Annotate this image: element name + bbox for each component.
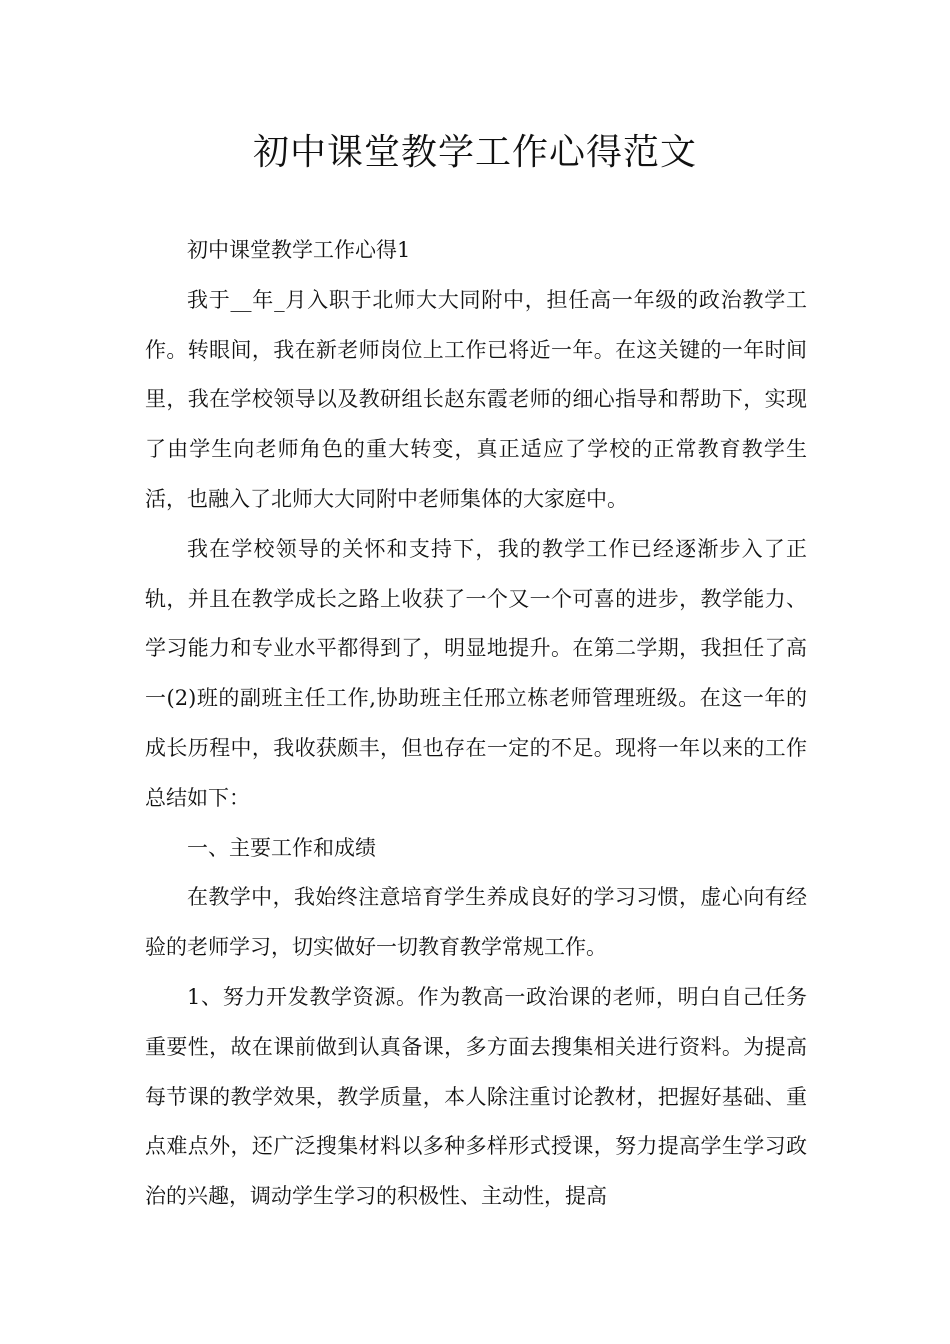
section-heading: 一、主要工作和成绩 bbox=[187, 835, 376, 860]
paragraph: 我于__年_月入职于北师大大同附中，担任高一年级的政治教学工作。转眼间，我在新老师岗位上工作已将近一年。在这关键的一年时间里，我在学校领导以及教研组长赵东霞老师的细心指导和帮助下，实现了由学生向老师角色的重大转变，真正适应了学校的正常教育教学生活，也融入了北师大大同附中老师集体的大家庭中。 bbox=[145, 287, 807, 511]
section-heading: 初中课堂教学工作心得1 bbox=[187, 238, 411, 262]
paragraph: 1、努力开发教学资源。作为教高一政治课的老师，明白自己任务重要性，故在课前做到认真备课，多方面去搜集相关进行资料。为提高每节课的教学效果，教学质量，本人除注重讨论教材，把握好基础、重点难点外，还广泛搜集材料以多种多样形式授课，努力提高学生学习政治的兴趣，调动学生学习的积极性、主动性，提高 bbox=[145, 984, 807, 1209]
paragraph: 我在学校领导的关怀和支持下，我的教学工作已经逐渐步入了正轨，并且在教学成长之路上收获了一个又一个可喜的进步，教学能力、学习能力和专业水平都得到了，明显地提升。在第二学期，我担任了高一(2)班的副班主任工作,协助班主任邢立栋老师管理班级。在这一年的成长历程中，我收获颇丰，但也存在一定的不足。现将一年以来的工作总结如下： bbox=[145, 536, 807, 810]
document-body bbox=[145, 226, 807, 1222]
document-title: 初中课堂教学工作心得范文 bbox=[252, 132, 697, 173]
paragraph: 在教学中，我始终注意培育学生养成良好的学习习惯，虚心向有经验的老师学习，切实做好一切教育教学常规工作。 bbox=[145, 885, 807, 960]
